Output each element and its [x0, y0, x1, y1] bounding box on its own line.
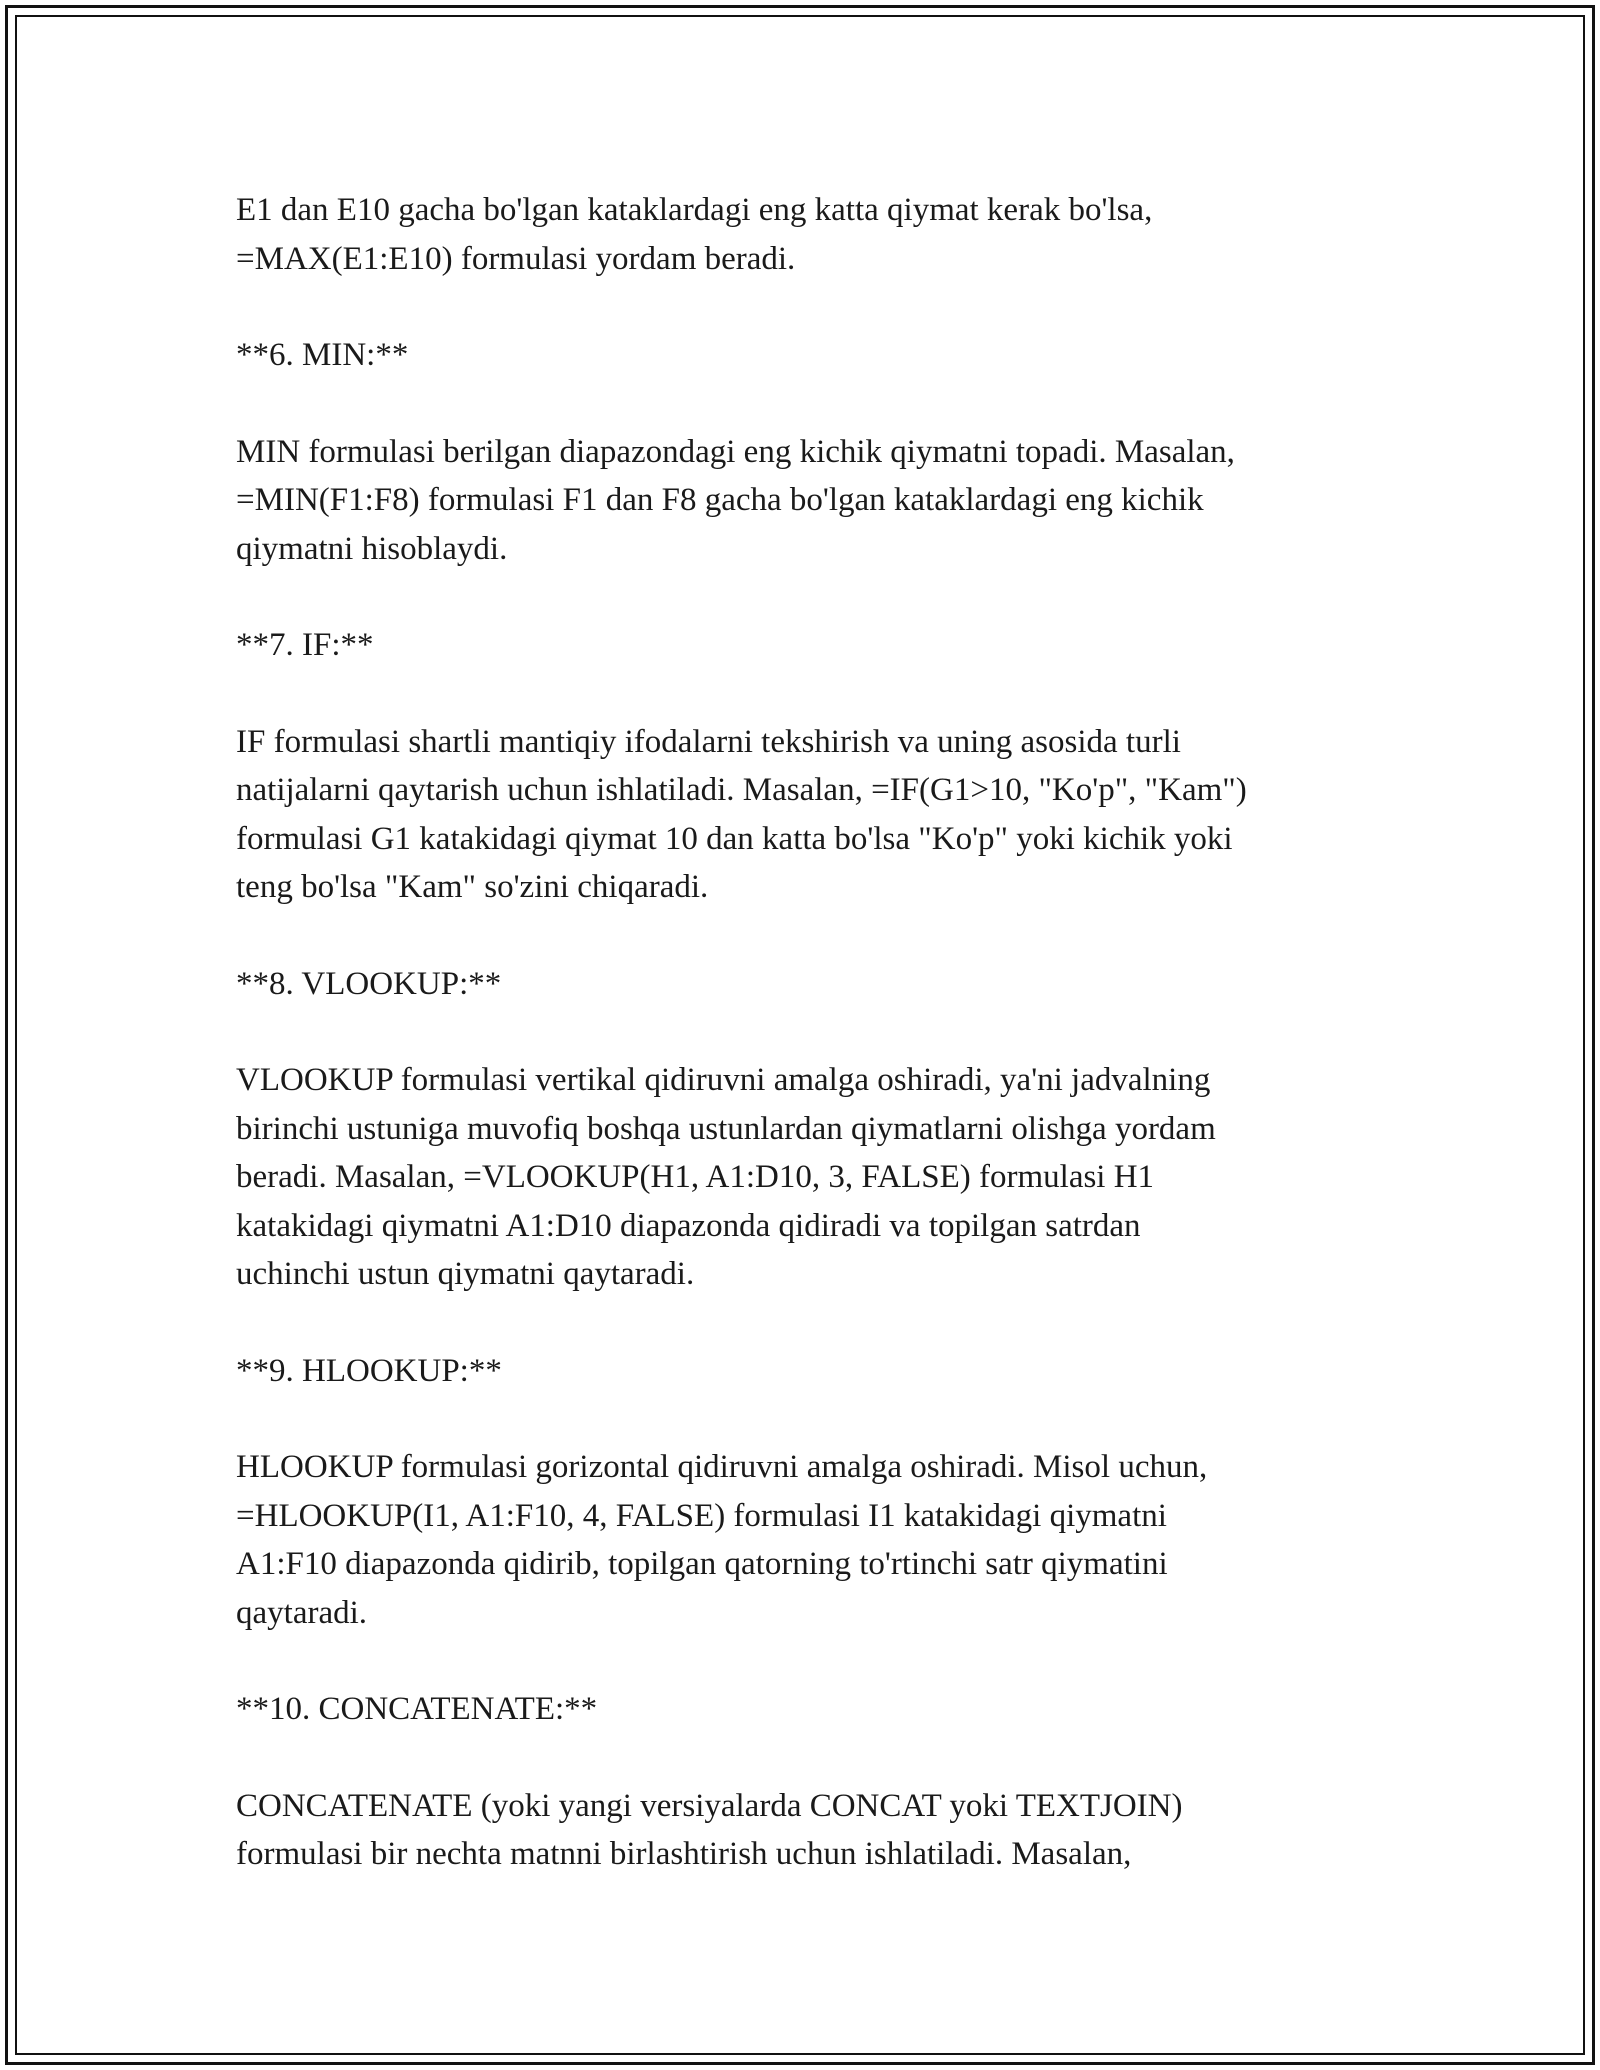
- text-line: teng bo'lsa "Kam" so'zini chiqaradi.: [236, 869, 709, 905]
- text-line: =HLOOKUP(I1, A1:F10, 4, FALSE) formulasi I1 katakidagi qiymatni: [236, 1497, 1167, 1534]
- text-line: E1 dan E10 gacha bo'lgan kataklardagi eng katta qiymat kerak bo'lsa,: [236, 192, 1153, 228]
- text-line: =MAX(E1:E10) formulasi yordam beradi.: [236, 240, 796, 277]
- text-line: katakidagi qiymatni A1:D10 diapazonda qidiradi va topilgan satrdan: [236, 1207, 1141, 1244]
- paragraph-vlookup: [236, 1056, 1386, 1299]
- text-line: CONCATENATE (yoki yangi versiyalarda CONCAT yoki TEXTJOIN): [236, 1787, 1183, 1824]
- text-line: MIN formulasi berilgan diapazondagi eng kichik qiymatni topadi. Masalan,: [236, 433, 1235, 470]
- text-line: IF formulasi shartli mantiqiy ifodalarni tekshirish va uning asosida turli: [236, 723, 1181, 760]
- text-line: formulasi bir nechta matnni birlashtirish uchun ishlatiladi. Masalan,: [236, 1836, 1132, 1872]
- text-line: natijalarni qaytarish uchun ishlatiladi. Masalan, =IF(G1>10, "Ko'p", "Kam"): [236, 772, 1247, 808]
- paragraph-min: [236, 428, 1386, 574]
- text-line: birinchi ustuniga muvofiq boshqa ustunlardan qiymatlarni olishga yordam: [236, 1110, 1216, 1147]
- text-line: qiymatni hisoblaydi.: [236, 530, 508, 567]
- text-line: A1:F10 diapazonda qidirib, topilgan qatorning to'rtinchi satr qiymatini: [236, 1546, 1168, 1582]
- paragraph-concatenate: [236, 1782, 1386, 1879]
- paragraph-hlookup: [236, 1443, 1386, 1637]
- text-line: =MIN(F1:F8) formulasi F1 dan F8 gacha bo'lgan kataklardagi eng kichik: [236, 482, 1204, 518]
- paragraph-max-continuation: [236, 186, 1386, 283]
- text-line: formulasi G1 katakidagi qiymat 10 dan katta bo'lsa "Ko'p" yoki kichik yoki: [236, 820, 1233, 857]
- text-line: qaytaradi.: [236, 1594, 368, 1631]
- document-body: [236, 186, 1386, 1927]
- text-line: HLOOKUP formulasi gorizontal qidiruvni amalga oshiradi. Misol uchun,: [236, 1449, 1208, 1485]
- section-heading-vlookup: **8. VLOOKUP:**: [236, 965, 502, 1002]
- paragraph-if: [236, 718, 1386, 912]
- section-heading-min: **6. MIN:**: [236, 337, 409, 373]
- text-line: uchinchi ustun qiymatni qaytaradi.: [236, 1256, 695, 1292]
- text-line: VLOOKUP formulasi vertikal qidiruvni amalga oshiradi, ya'ni jadvalning: [236, 1062, 1211, 1098]
- text-line: beradi. Masalan, =VLOOKUP(H1, A1:D10, 3, FALSE) formulasi H1: [236, 1159, 1155, 1195]
- section-heading-hlookup: **9. HLOOKUP:**: [236, 1352, 502, 1389]
- section-heading-if: **7. IF:**: [236, 627, 374, 663]
- section-heading-concatenate: **10. CONCATENATE:**: [236, 1691, 598, 1727]
